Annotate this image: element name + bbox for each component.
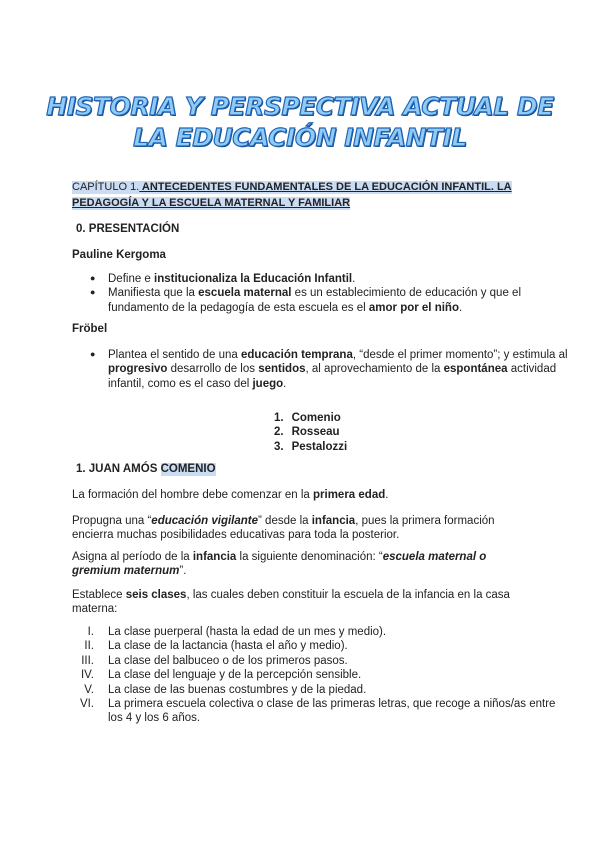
frobel-list xyxy=(72,348,568,391)
paragraph: Asigna al período de la infancia la siguiente denominación: “escuela maternal o gremium maternum”. xyxy=(72,551,487,578)
paragraph: Establece seis clases, las cuales deben constituir la escuela de la infancia en la casa materna: xyxy=(72,589,510,616)
section-0-heading: 0. PRESENTACIÓN xyxy=(76,223,180,235)
list-item: ● Plantea el sentido de una educación temprana, “desde el primer momento”; y estimula al progresivo desarrollo de los sentidos, al aprovechamiento de la espontánea actividad infantil, como es el caso del juego. xyxy=(108,348,568,391)
list-item: VI. La primera escuela colectiva o clase de las primeras letras, que recoge a niños/as entre los 4 y los 6 años. xyxy=(79,697,556,725)
list-item: V. La clase de las buenas costumbres y de la piedad. xyxy=(84,683,367,696)
paragraph: Propugna una “educación vigilante” desde la infancia, pues la primera formación encierra muchas posibilidades educativas para toda la posterior. xyxy=(72,515,495,542)
classes-list xyxy=(72,625,568,726)
frobel-name: Fröbel xyxy=(72,323,108,335)
list-item: ● Define e institucionaliza la Educación Infantil. xyxy=(108,272,568,286)
kergoma-name: Pauline Kergoma xyxy=(72,249,166,261)
list-item: 1. Comenio xyxy=(274,412,341,424)
document-title xyxy=(0,92,600,153)
title-line-1: HISTORIA Y PERSPECTIVA ACTUAL DE xyxy=(46,92,554,121)
paragraph: La formación del hombre debe comenzar en la primera edad. xyxy=(72,489,389,501)
list-item: III. La clase del balbuceo o de los primeros pasos. xyxy=(81,654,348,667)
authors-list xyxy=(250,411,380,454)
list-item: IV. La clase del lenguaje y de la percepción sensible. xyxy=(80,669,362,682)
list-item: 2. Rosseau xyxy=(274,426,340,439)
list-item: ● Manifiesta que la escuela maternal es un establecimiento de educación y que el fundamento de la pedagogía de esta escuela es el amor por el niño. xyxy=(108,286,568,315)
list-item: 3. Pestalozzi xyxy=(274,440,348,453)
section-1-heading: 1. JUAN AMÓS COMENIO xyxy=(76,463,216,475)
chapter-prefix: CAPÍTULO 1. xyxy=(72,181,140,193)
title-line-2: LA EDUCACIÓN INFANTIL xyxy=(133,122,467,152)
kergoma-list xyxy=(72,272,568,315)
chapter-title: ANTECEDENTES FUNDAMENTALES DE LA EDUCACIÓN INFANTIL. LA PEDAGOGÍA Y LA ESCUELA MATERNAL Y FAMILIAR xyxy=(72,181,512,209)
list-item: I. La clase puerperal (hasta la edad de un mes y medio). xyxy=(87,626,387,638)
list-item: II. La clase de la lactancia (hasta el año y medio). xyxy=(84,640,348,653)
chapter-heading xyxy=(72,180,532,212)
